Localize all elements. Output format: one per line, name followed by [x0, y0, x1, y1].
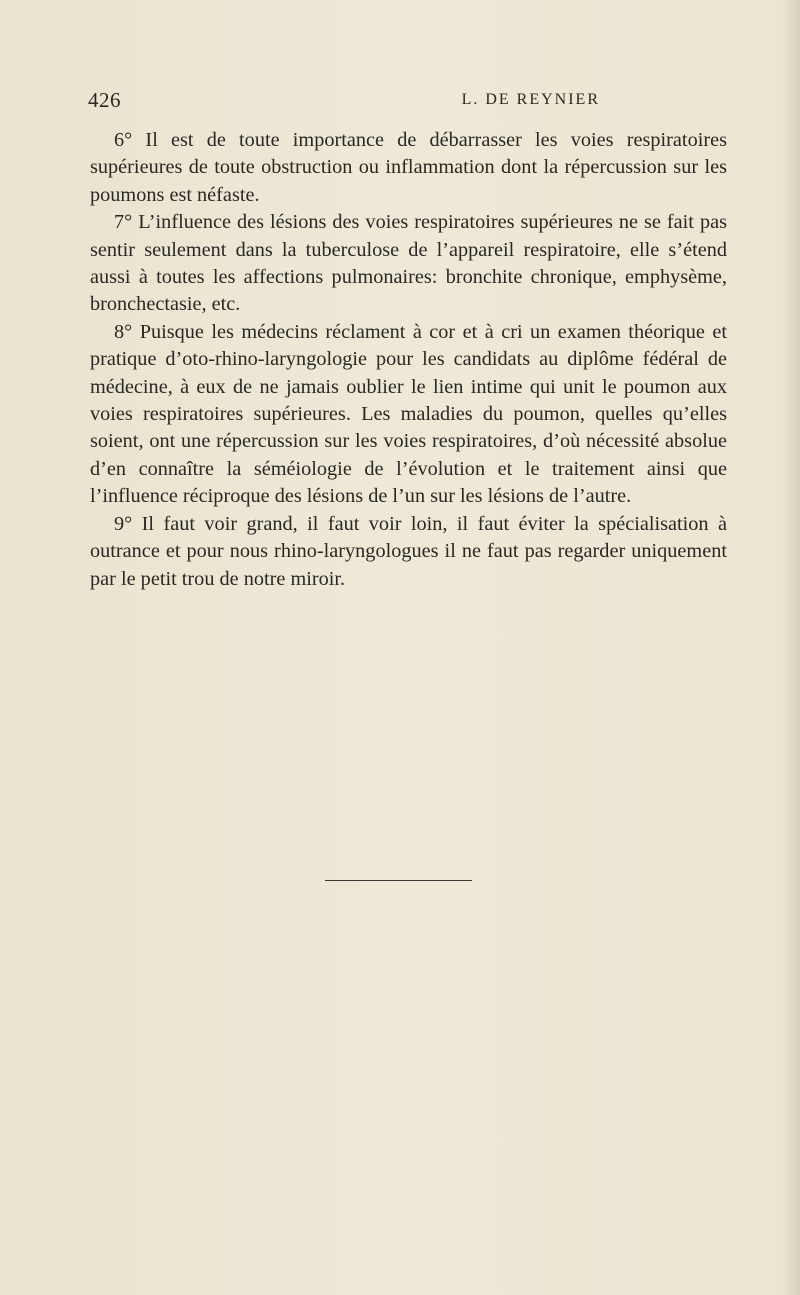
running-head [88, 88, 728, 118]
paragraph-9: 9° Il faut voir grand, il faut voir loin, il faut éviter la spécialisation à outrance et pour nous rhino-laryngologues il ne faut pas regarder uniquement par le petit trou de notre miroir. [90, 512, 727, 590]
paragraph-8: 8° Puisque les médecins réclament à cor et à cri un examen théorique et pratique d’oto-rhino-laryngologie pour les candidats au diplôme fédéral de médecine, à eux de ne jamais oublier le lien intime qui unit le poumon aux voies respiratoires supérieures. Les maladies du poumon, quelles qu’elles soient, ont une répercussion sur les voies respiratoires, d’où nécessité absolue d’en connaître la séméiologie de l’évolution et le traitement ainsi que l’influence réciproque des lésions de l’un sur les lésions de l’autre. [90, 320, 727, 508]
running-head-author: L. DE REYNIER [461, 91, 600, 108]
body-text [90, 127, 727, 593]
page-number: 426 [88, 88, 121, 112]
paragraph-7: 7° L’influence des lésions des voies respiratoires supérieures ne se fait pas sentir seulement dans la tuberculose de l’appareil respiratoire, elle s’étend aussi à toutes les affections pulmonaires: bronchite chronique, emphysème, bronchectasie, etc. [90, 211, 727, 316]
page-edge-shadow [782, 0, 800, 1295]
paragraph-6: 6° Il est de toute importance de débarrasser les voies respiratoires supérieures de toute obstruction ou inflammation dont la répercussion sur les poumons est néfaste. [90, 129, 727, 206]
closing-rule [325, 880, 472, 881]
